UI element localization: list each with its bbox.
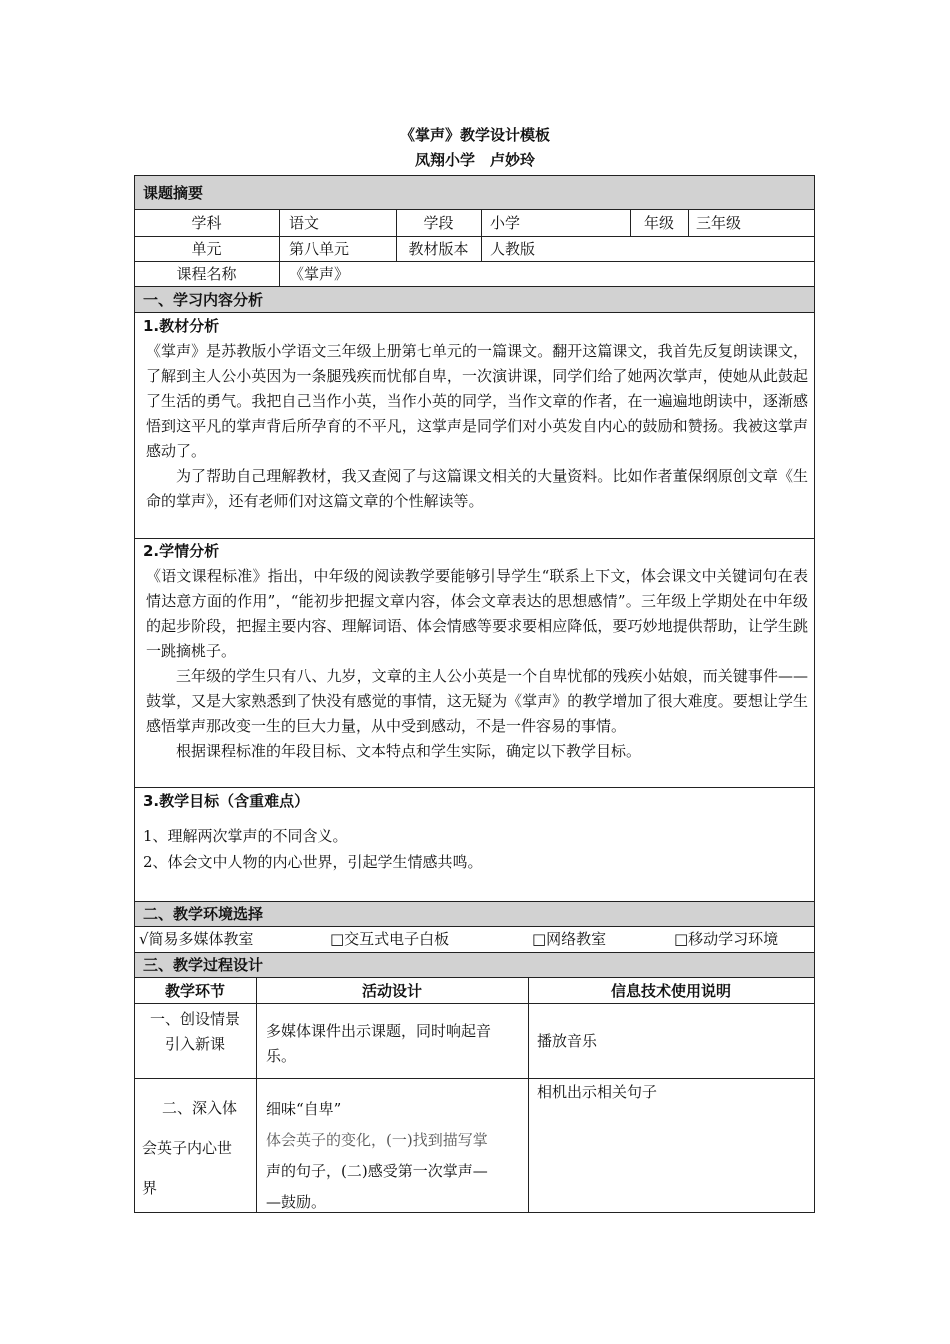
material-analysis-title: 1.教材分析: [143, 317, 220, 335]
teaching-goals-title: 3.教学目标（含重难点）: [143, 792, 310, 810]
table-border-left: [134, 175, 135, 1213]
process-row2-step: [142, 1088, 250, 1208]
table-rule: [688, 209, 689, 236]
table-rule: [528, 977, 529, 1213]
material-analysis-body: [146, 339, 808, 514]
process-step-line: 会英子内心世: [142, 1139, 233, 1157]
teaching-goal-item: 1、理解两次掌声的不同含义。: [143, 827, 348, 845]
process-activity-line: 体会英子的变化，(一)找到描写掌: [266, 1131, 488, 1149]
process-row1-technology: 播放音乐: [537, 1032, 598, 1050]
env-option-whiteboard: □交互式电子白板: [330, 930, 450, 948]
table-rule: [134, 901, 815, 902]
document-title: 《掌声》教学设计模板: [399, 126, 550, 144]
edition-label: 教材版本: [408, 240, 469, 258]
table-rule: [134, 926, 815, 927]
subject-label: 学科: [191, 214, 222, 232]
table-rule: [134, 261, 815, 262]
table-rule: [256, 977, 257, 1213]
unit-value: 第八单元: [289, 240, 350, 258]
material-analysis-paragraph: 为了帮助自己理解教材，我又查阅了与这篇课文相关的大量资料。比如作者董保纲原创文章《生命的掌声》，还有老师们对这篇文章的个性解读等。: [146, 467, 808, 510]
learner-analysis-paragraph: 三年级的学生只有八、九岁，文章的主人公小英是一个自卑忧郁的残疾小姑娘，而关键事件——鼓掌，又是大家熟悉到了快没有感觉的事情，这无疑为《掌声》的教学增加了很大难度。要想让学生感悟掌声那改变一生的巨大力量，从中受到感动，不是一件容易的事情。: [146, 667, 808, 735]
summary-header-band: [135, 176, 814, 209]
material-analysis-paragraph: 《掌声》是苏教版小学语文三年级上册第七单元的一篇课文。翻开这篇课文，我首先反复朗读课文，了解到主人公小英因为一条腿残疾而忧郁自卑，一次演讲课，同学们给了她两次掌声，使她从此鼓起了生活的勇气。我把自己当作小英，当作小英的同学，当作文章的作者，在一遍遍地朗读中，逐渐感悟到这平凡的掌声背后所孕育的不平凡，这掌声是同学们对小英发自内心的鼓励和赞扬。我被这掌声感动了。: [146, 342, 808, 460]
grade-label: 年级: [643, 214, 674, 232]
table-rule: [134, 312, 815, 313]
process-activity-line: 细味“自卑”: [266, 1100, 342, 1118]
learner-analysis-paragraph: 《语文课程标准》指出，中年级的阅读教学要能够引导学生“联系上下文，体会课文中关键词句在表情达意方面的作用”，“能初步把握文章内容，体会文章表达的思想感情”。三年级上学期处在中年级的起步阶段，把握主要内容、理解词语、体会情感等要求要相应降低，要巧妙地提供帮助，让学生跳一跳摘桃子。: [146, 567, 808, 660]
process-row2-activity: [266, 1094, 488, 1218]
table-border-right: [814, 175, 815, 1213]
table-rule: [134, 209, 815, 210]
table-rule: [481, 209, 482, 261]
process-step-line: 一、创设情景: [149, 1010, 240, 1028]
table-rule: [134, 286, 815, 287]
section3-header: 三、教学过程设计: [143, 956, 264, 974]
summary-header: 课题摘要: [143, 184, 204, 202]
table-rule: [134, 236, 815, 237]
process-activity-line: —鼓励。: [266, 1193, 327, 1211]
column-header-activity: 活动设计: [361, 982, 422, 1000]
table-rule: [134, 538, 815, 539]
table-rule: [134, 1078, 815, 1079]
course-label: 课程名称: [176, 265, 237, 283]
column-header-technology: 信息技术使用说明: [610, 982, 731, 1000]
learner-analysis-paragraph: 根据课程标准的年段目标、文本特点和学生实际，确定以下教学目标。: [176, 742, 642, 760]
table-rule: [134, 175, 815, 176]
section2-header: 二、教学环境选择: [143, 905, 264, 923]
process-row2-technology: 相机出示相关句子: [537, 1083, 658, 1101]
document-subtitle: 凤翔小学 卢妙玲: [414, 151, 535, 169]
process-step-line: 二、深入体: [162, 1099, 238, 1117]
learner-analysis-body: [146, 564, 808, 764]
learner-analysis-title: 2.学情分析: [143, 542, 220, 560]
unit-label: 单元: [191, 240, 222, 258]
stage-label: 学段: [423, 214, 454, 232]
table-rule: [279, 209, 280, 287]
process-row1-activity: [266, 1019, 491, 1069]
env-option-multimedia: √简易多媒体教室: [139, 930, 254, 948]
process-activity-line: 乐。: [266, 1047, 297, 1065]
process-step-line: 引入新课: [164, 1035, 225, 1053]
teaching-goal-item: 2、体会文中人物的内心世界，引起学生情感共鸣。: [143, 853, 483, 871]
edition-value: 人教版: [490, 240, 536, 258]
process-row1-step: [134, 1007, 256, 1057]
section1-header: 一、学习内容分析: [143, 291, 264, 309]
course-value: 《掌声》: [289, 265, 350, 283]
table-rule: [134, 787, 815, 788]
table-rule: [134, 1003, 815, 1004]
column-header-step: 教学环节: [164, 982, 225, 1000]
process-step-line: 界: [142, 1179, 158, 1197]
grade-value: 三年级: [696, 214, 742, 232]
process-activity-line: 声的句子，(二)感受第一次掌声—: [266, 1162, 488, 1180]
process-activity-line: 多媒体课件出示课题，同时响起音: [266, 1022, 492, 1040]
env-option-network: □网络教室: [532, 930, 607, 948]
subject-value: 语文: [289, 214, 320, 232]
env-option-mobile: □移动学习环境: [674, 930, 779, 948]
table-rule: [134, 977, 815, 978]
table-rule: [134, 952, 815, 953]
stage-value: 小学: [490, 214, 521, 232]
